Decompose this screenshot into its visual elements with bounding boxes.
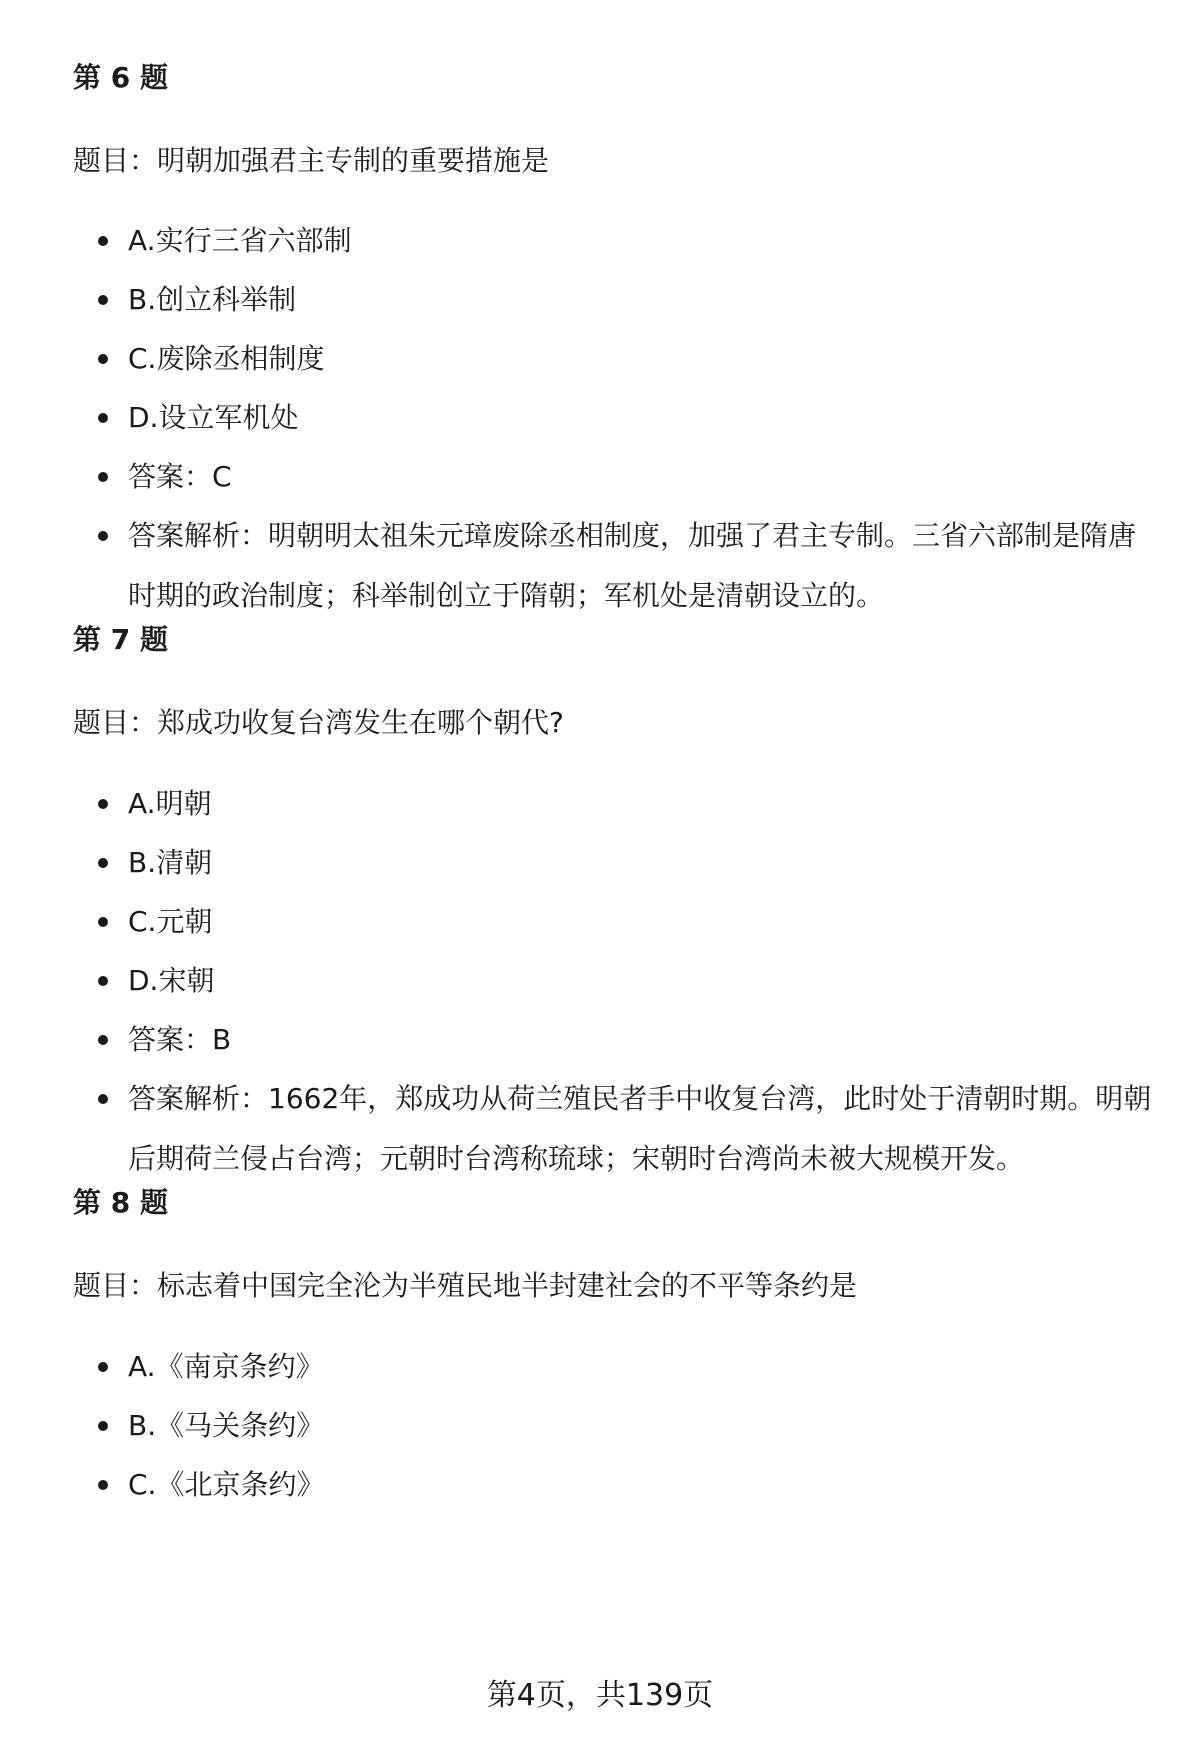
question-6-option-a: A.实行三省六部制 <box>73 211 1153 270</box>
question-7-answer: 答案：B <box>73 1010 1153 1069</box>
question-7-stem: 题目：郑成功收复台湾发生在哪个朝代? <box>73 706 564 739</box>
question-6-option-b: B.创立科举制 <box>73 270 1153 329</box>
question-6-explanation: 答案解析：明朝明太祖朱元璋废除丞相制度，加强了君主专制。三省六部制是隋唐时期的政治制度；科举制创立于隋朝；军机处是清朝设立的。 <box>73 506 1153 626</box>
question-7-option-a: A.明朝 <box>73 774 1153 833</box>
question-6-option-d: D.设立军机处 <box>73 388 1153 447</box>
question-7-heading: 第 7 题 <box>73 623 168 656</box>
question-6-options <box>73 211 1153 626</box>
question-6-stem: 题目：明朝加强君主专制的重要措施是 <box>73 144 550 177</box>
question-7-options <box>73 774 1153 1189</box>
question-8-options <box>73 1337 1153 1514</box>
question-8-option-c: C.《北京条约》 <box>73 1455 1153 1514</box>
question-7-option-d: D.宋朝 <box>73 951 1153 1010</box>
question-7-explanation: 答案解析：1662年，郑成功从荷兰殖民者手中收复台湾，此时处于清朝时期。明朝后期荷兰侵占台湾；元朝时台湾称琉球；宋朝时台湾尚未被大规模开发。 <box>73 1069 1153 1189</box>
question-7-option-c: C.元朝 <box>73 892 1153 951</box>
question-8-stem: 题目：标志着中国完全沦为半殖民地半封建社会的不平等条约是 <box>73 1269 858 1302</box>
page-number-footer: 第4页，共139页 <box>486 1678 714 1713</box>
question-7-option-b: B.清朝 <box>73 833 1153 892</box>
question-6-option-c: C.废除丞相制度 <box>73 329 1153 388</box>
question-6-answer: 答案：C <box>73 447 1153 506</box>
question-6-heading: 第 6 题 <box>73 61 168 94</box>
question-8-option-b: B.《马关条约》 <box>73 1396 1153 1455</box>
question-8-heading: 第 8 题 <box>73 1186 168 1219</box>
question-8-option-a: A.《南京条约》 <box>73 1337 1153 1396</box>
